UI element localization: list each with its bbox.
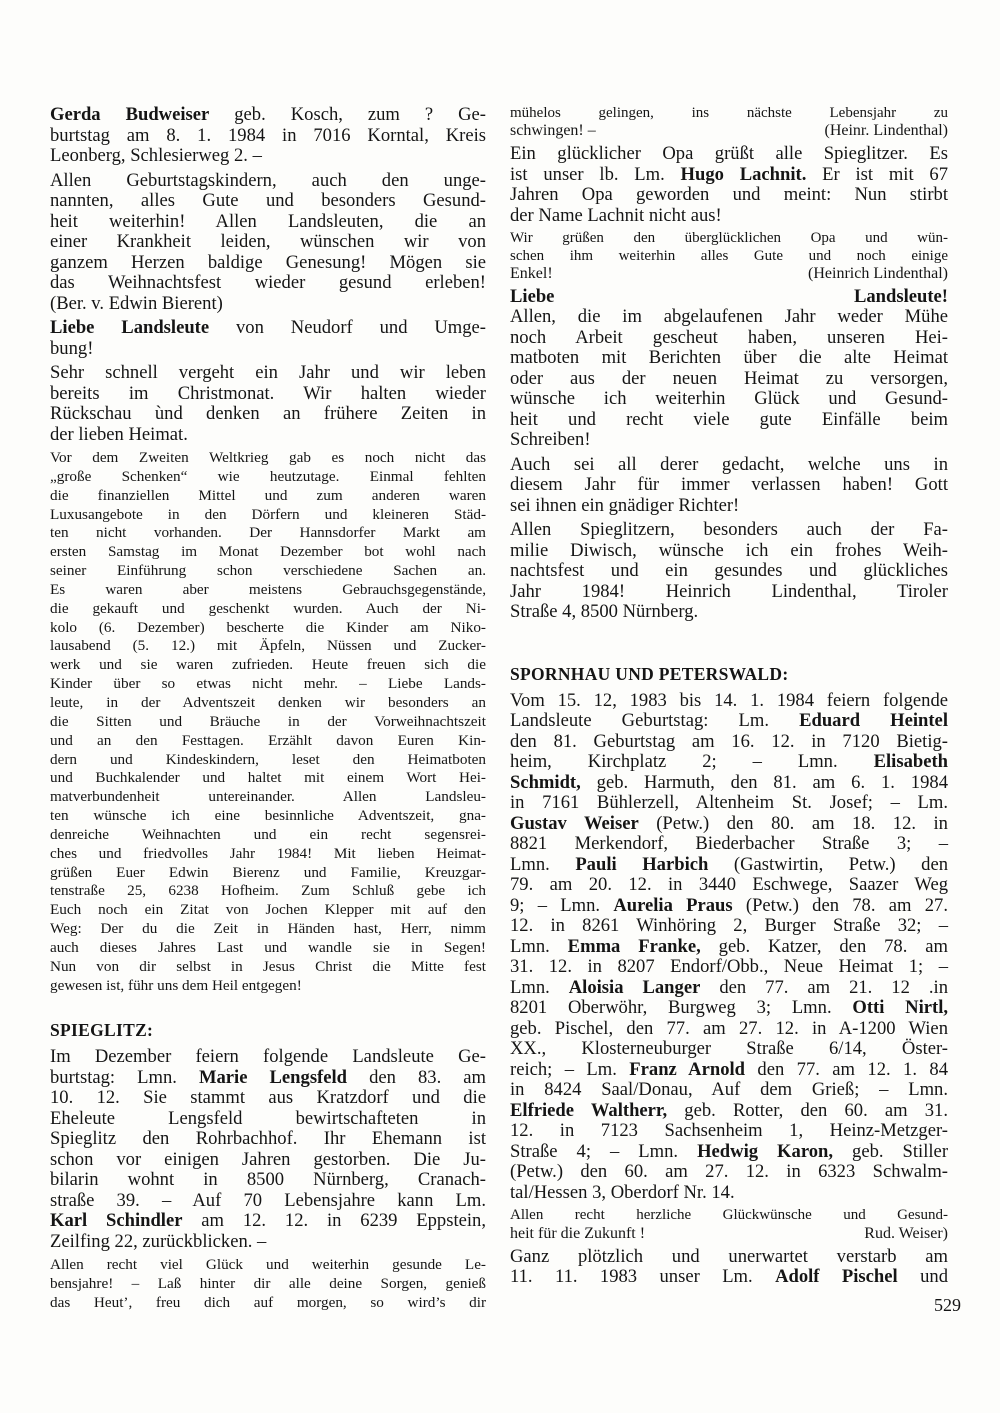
text-run: (Ber. v. Edwin Bierent): [50, 292, 223, 314]
text-line: [50, 920, 486, 939]
text-run: 12. in 8261 Winhöring 2, Burger Straße 32; –: [510, 915, 948, 937]
text-line: [50, 146, 486, 167]
text-run: Allen, die im abgelaufenen Jahr weder Mühe: [510, 306, 948, 328]
text-line: [510, 248, 948, 265]
bold-name: Pauli Harbich: [575, 853, 709, 875]
text-run: (Petw.) den 78. am 27.: [732, 894, 948, 916]
text-run: geb. Harmuth, den 81. am 6. 1. 1984: [580, 771, 948, 793]
bold-name: Eduard Heintel: [799, 710, 948, 732]
text-run: Allen Geburtstagskindern, auch den unge-: [50, 169, 486, 191]
text-run: SPORNHAU UND PETERSWALD:: [510, 663, 789, 684]
text-line: [510, 998, 948, 1019]
text-run: schwingen! –: [510, 122, 596, 140]
author-signature: Rud. Weiser): [864, 1224, 948, 1242]
bold-name: Elisabeth: [873, 751, 948, 773]
text-line: [50, 826, 486, 845]
text-run: heit und recht viele gute Einfälle beim: [510, 408, 948, 430]
text-run: Lmn.: [510, 853, 576, 875]
text-run: die finanziellen Mittel und zum anderen waren: [50, 486, 486, 504]
text-run: und an den Festtagen. Erzählt davon Euren Kin-: [50, 731, 486, 749]
text-run: 9; – Lmn.: [510, 894, 614, 916]
text-run: schen ihm weiterhin alles Gute und noch einige: [510, 247, 948, 264]
text-line: [510, 287, 948, 308]
bold-name: Adolf Pischel: [775, 1266, 898, 1288]
text-line: [510, 1183, 948, 1204]
text-run: ersten Samstag im Monat Dezember bot wohl nach: [50, 543, 486, 561]
text-line: [510, 732, 948, 753]
text-line: [50, 468, 486, 487]
text-run: (Petw.) den 60. am 27. 12. in 6323 Schwalm-: [510, 1161, 948, 1183]
text-line: [50, 845, 486, 864]
text-run: denreiche Weihnachten und ein recht segensrei-: [50, 825, 486, 843]
text-run: Ein glücklicher Opa grüßt alle Spieglitzer. Es: [510, 143, 948, 165]
text-run: geb. Katzer, den 78. am: [700, 935, 948, 957]
text-run: gewesen ist, führ uns dem Heil entgegen!: [50, 976, 302, 994]
text-run: Vor dem Zweiten Weltkrieg gab es noch nicht das: [50, 449, 486, 466]
text-line: [510, 602, 948, 623]
bold-name: Marie Lengsfeld: [198, 1066, 348, 1088]
text-run: Jahren Opa geworden und meint: Nun stirbt: [510, 184, 948, 206]
text-run: sei ihnen ein gnädiger Richter!: [510, 494, 740, 516]
paragraph: [510, 1247, 948, 1288]
text-line: [50, 1129, 486, 1150]
text-run: tal/Hessen 3, Oberdorf Nr. 14.: [510, 1181, 735, 1203]
text-run: oder aus der neuen Heimat zu versorgen,: [510, 367, 948, 389]
text-line: [50, 126, 486, 147]
text-run: noch Arbeit gescheut haben, unseren Hei-: [510, 326, 948, 348]
text-line: [510, 1162, 948, 1183]
text-line: [510, 582, 948, 603]
text-line: [510, 1207, 948, 1224]
text-line: [50, 977, 486, 996]
text-run: mühelos gelingen, ins nächste Lebensjahr zu: [510, 105, 948, 121]
text-run: 79. am 20. 12. in 3440 Eschwege, Saazer Weg: [510, 874, 948, 896]
text-line: [50, 1088, 486, 1109]
paragraph: [510, 1207, 948, 1242]
text-line: [510, 165, 948, 186]
text-line: [50, 751, 486, 770]
text-run: ches und friedvolles Jahr 1984! Mit lieben Heimat-: [50, 844, 486, 862]
text-run: Weg: Der du die Zeit in Händen hast, Herr, nimm: [50, 920, 486, 938]
text-line: [50, 543, 486, 562]
text-line: [50, 1256, 486, 1275]
bold-name: Karl Schindler: [50, 1210, 183, 1232]
text-run: nachtsfest und ein gesundes und glückliches: [510, 560, 948, 582]
text-run: schon vor einigen Jahren gestorben. Die Ju-: [50, 1148, 486, 1170]
text-run: geb. Kosch, zum ? Ge-: [209, 104, 486, 125]
text-line: [50, 253, 486, 274]
text-line: [510, 1101, 948, 1122]
text-line: [50, 318, 486, 339]
bold-name: Aloisia Langer: [568, 976, 701, 998]
text-line: [510, 541, 948, 562]
text-line: [50, 1211, 486, 1232]
text-line: [510, 410, 948, 431]
text-line: [510, 711, 948, 732]
text-run: Landsleute Geburtstag: Lm.: [510, 710, 800, 732]
text-run: werk und sie waren zufrieden. Heute freuen sich die: [50, 656, 486, 674]
text-line: [510, 348, 948, 369]
text-line: [50, 1019, 486, 1041]
text-run: wünsche ich weiterhin Glück und Gesund-: [510, 388, 948, 410]
text-line: [50, 1068, 486, 1089]
signature-line: [510, 122, 948, 140]
text-line: [510, 957, 948, 978]
text-run: kolo (6. Dezember) bescherte die Kinder am Niko-: [50, 618, 486, 636]
text-line: [510, 875, 948, 896]
text-line: [510, 978, 948, 999]
page-number: 529: [934, 1295, 961, 1315]
text-line: [510, 937, 948, 958]
text-run: ten nicht vorhanden. Der Hannsdorfer Markt am: [50, 524, 486, 542]
text-line: [510, 1019, 948, 1040]
text-line: [50, 171, 486, 192]
text-run: dern und Kindeskindern, leset den Heimatboten: [50, 750, 486, 768]
bold-name: Schmidt,: [510, 771, 581, 793]
text-line: [50, 939, 486, 958]
text-line: [50, 958, 486, 977]
text-run: einer Krankheit leiden, wünschen wir von: [50, 231, 486, 252]
text-run: straße 39. – Auf 70 Lebensjahre kann Lm.: [50, 1189, 486, 1211]
text-line: [50, 1232, 486, 1253]
text-run: Enkel!: [510, 264, 553, 282]
text-run: milie Diwisch, wünsche ich ein frohes Weih-: [510, 539, 948, 561]
text-run: in 7161 Bühlerzell, Altenheim St. Josef; – Lm.: [510, 792, 948, 814]
text-line: [50, 864, 486, 883]
text-run: bereits im Christmonat. Wir halten wieder: [50, 382, 486, 404]
text-line: [510, 916, 948, 937]
text-line: [50, 732, 486, 751]
text-line: [510, 455, 948, 476]
text-run: 12. in 7123 Sachsenheim 1, Heinz-Metzger-: [510, 1120, 948, 1142]
text-run: Schreiben!: [510, 429, 591, 451]
paragraph: [50, 1047, 486, 1252]
text-line: [50, 788, 486, 807]
bold-name: Liebe Landsleute: [50, 317, 210, 338]
author-signature: (Heinrich Lindenthal): [808, 264, 948, 282]
text-line: [510, 691, 948, 712]
paragraph: [50, 171, 486, 315]
text-line: [50, 384, 486, 405]
text-line: [510, 496, 948, 517]
text-line: [510, 230, 948, 247]
text-run: das Weihnachtsfest wieder gesund erleben!: [50, 272, 486, 293]
text-run: tenstraße 25, 6238 Hofheim. Zum Schluß gebe ich: [50, 882, 486, 900]
text-line: [510, 752, 948, 773]
text-run: leute, in der Adventszeit denken wir besonders an: [50, 693, 486, 711]
text-line: [510, 265, 553, 283]
text-line: [510, 855, 948, 876]
text-run: der Name Lachnit nicht aus!: [510, 204, 722, 226]
right-column: [510, 105, 948, 1292]
text-line: [50, 339, 486, 360]
text-line: [510, 307, 948, 328]
text-run: bilarin wohnt in 8500 Nürnberg, Cranach-: [50, 1169, 486, 1191]
text-run: 8821 Merkendorf, Biederbacher Straße 3; –: [510, 833, 948, 855]
text-line: [50, 769, 486, 788]
paragraph: [510, 691, 948, 1204]
text-line: [50, 487, 486, 506]
text-line: [50, 449, 486, 468]
text-run: reich; – Lm.: [510, 1058, 630, 1080]
text-line: [50, 363, 486, 384]
text-run: 11. 11. 1983 unser Lm.: [510, 1266, 776, 1288]
text-line: [50, 404, 486, 425]
text-run: Allen recht herzliche Glückwünsche und Gesund-: [510, 1207, 948, 1224]
text-run: in 8424 Saal/Donau, Auf dem Grieß; – Lmn.: [510, 1079, 948, 1101]
paragraph: [510, 230, 948, 283]
text-line: [50, 901, 486, 920]
text-line: [510, 793, 948, 814]
text-line: [50, 1150, 486, 1171]
text-run: Sehr schnell vergeht ein Jahr und wir leben: [50, 362, 486, 383]
text-line: [50, 105, 486, 126]
text-line: [50, 506, 486, 525]
text-run: geb. Pischel, den 77. am 27. 12. in A-1200 Wien: [510, 1017, 948, 1039]
text-run: SPIEGLITZ:: [50, 1020, 154, 1041]
text-line: [510, 1121, 948, 1142]
text-run: diesem Jahr für immer verlassen haben! Gott: [510, 474, 948, 496]
text-run: geb. Stiller: [833, 1140, 949, 1162]
text-run: lausabend (5. 12.) mit Äpfeln, Nüssen und Zucker-: [50, 637, 486, 655]
text-run: burtstag am 8. 1. 1984 in 7016 Korntal, Kreis: [50, 124, 486, 146]
text-line: [50, 212, 486, 233]
text-line: [50, 191, 486, 212]
text-line: [50, 713, 486, 732]
paragraph: [50, 318, 486, 359]
text-run: Luxusangebote in den Dörfern und kleineren Städ-: [50, 505, 486, 523]
text-line: [50, 273, 486, 294]
text-run: Straße 4; – Lmn.: [510, 1140, 698, 1162]
text-line: [510, 369, 948, 390]
text-run: burtstag: Lmn.: [50, 1066, 199, 1088]
text-run: 10. 12. Sie stammt aus Kratzdorf und die: [50, 1087, 486, 1109]
bold-name: Gerda Budweiser: [50, 104, 210, 125]
text-line: [50, 656, 486, 675]
text-line: [50, 294, 486, 315]
text-line: [510, 185, 948, 206]
text-line: [510, 561, 948, 582]
text-run: die Sitten und Bräuche in der Vorweihnachtszeit: [50, 712, 486, 730]
section-heading: [510, 663, 948, 685]
text-run: ganzem Herzen baldige Genesung! Mögen sie: [50, 251, 486, 273]
text-run: heim, Kirchplatz 2; – Lmn.: [510, 751, 874, 773]
bold-name: Gustav Weiser: [510, 812, 639, 834]
text-run: 31. 12. in 8207 Endorf/Obb., Neue Heimat 1; –: [510, 956, 948, 978]
text-run: Allen Spieglitzern, besonders auch der Fa-: [510, 519, 948, 541]
text-line: [510, 1060, 948, 1081]
text-run: bung!: [50, 337, 94, 359]
text-run: grüßen Euer Edwin Bierenz und Familie, Kreuzgar-: [50, 863, 486, 881]
text-run: Im Dezember feiern folgende Landsleute Ge-: [50, 1046, 486, 1068]
text-run: Leonberg, Schlesierweg 2. –: [50, 145, 262, 166]
text-line: [50, 882, 486, 901]
text-run: heit weiterhin! Allen Landsleuten, die an: [50, 210, 486, 232]
text-run: das Heut’, freu dich auf morgen, so wird’s dir: [50, 1294, 486, 1312]
text-run: Vom 15. 12, 1983 bis 14. 1. 1984 feiern folgende: [510, 689, 948, 711]
bold-name: Franz Arnold: [629, 1058, 745, 1080]
text-line: [510, 663, 948, 685]
text-run: den 77. am 12. 1. 84: [745, 1058, 948, 1080]
text-run: ten wünsche ich eine besinnliche Adventszeit, gna-: [50, 807, 486, 825]
text-line: [510, 475, 948, 496]
section-heading: [50, 1019, 486, 1041]
text-run: bensjahre! – Laß hinter dir alle deine Sorgen, genieß: [50, 1275, 486, 1293]
paragraph: [510, 287, 948, 451]
bold-name: Hedwig Karon,: [697, 1140, 834, 1162]
text-line: [510, 105, 948, 122]
text-run: nannten, alles Gute und besonders Gesund-: [50, 190, 486, 211]
text-run: Spieglitz den Rohrbachhof. Ihr Ehemann ist: [50, 1128, 486, 1150]
text-line: [50, 807, 486, 826]
text-run: XX., Klosterneuburger Straße 6/14, Öster-: [510, 1038, 948, 1060]
text-line: [510, 1267, 948, 1288]
text-line: [50, 675, 486, 694]
bold-name: Elfriede Waltherr,: [510, 1099, 668, 1121]
text-run: am 12. 12. in 6239 Eppstein,: [182, 1210, 486, 1232]
author-signature: (Heinr. Lindenthal): [824, 122, 948, 140]
text-run: Lmn.: [510, 935, 568, 957]
text-run: Nun von dir selbst in Jesus Christ die Mitte fest: [50, 957, 486, 975]
text-line: [50, 600, 486, 619]
signature-line: [510, 265, 948, 283]
text-line: [510, 1225, 645, 1243]
paragraph: [510, 520, 948, 623]
text-line: [510, 206, 948, 227]
text-run: Straße 4, 8500 Nürnberg.: [510, 601, 699, 623]
text-run: (Petw.) den 80. am 18. 12. in: [638, 812, 948, 834]
text-line: [50, 637, 486, 656]
text-line: [510, 122, 596, 140]
text-run: auch dieses Jahres Last und wandle sie in Segen!: [50, 938, 486, 956]
bold-name: Liebe Landsleute!: [510, 285, 948, 307]
text-line: [50, 1109, 486, 1130]
text-run: (Gastwirtin, Petw.) den: [708, 853, 948, 875]
text-line: [510, 328, 948, 349]
text-line: [50, 1047, 486, 1068]
text-run: den 81. Geburtstag am 16. 12. in 7120 Bietig-: [510, 730, 948, 752]
paragraph: [50, 363, 486, 445]
text-run: 8201 Oberwöhr, Burgweg 3; Lmn.: [510, 997, 853, 1019]
text-run: Rückschau ùnd denken an frühere Zeiten in: [50, 403, 486, 424]
signature-line: [510, 1225, 948, 1243]
text-line: [50, 619, 486, 638]
text-line: [510, 1142, 948, 1163]
text-run: seiner Einführung schon verschiedene Sachen an.: [50, 562, 486, 580]
text-line: [50, 425, 486, 446]
text-run: von Neudorf und Umge-: [209, 317, 486, 338]
bold-name: Emma Franke,: [567, 935, 701, 957]
text-line: [510, 520, 948, 541]
text-line: [510, 896, 948, 917]
text-run: geb. Rotter, den 60. am 31.: [667, 1099, 949, 1121]
text-line: [50, 562, 486, 581]
left-column: [50, 105, 486, 1317]
text-run: Er ist mit 67: [806, 163, 948, 185]
text-line: [50, 694, 486, 713]
text-line: [510, 389, 948, 410]
text-run: matboten mit Berichten über die alte Heimat: [510, 347, 948, 369]
paragraph: [50, 449, 486, 995]
text-run: der lieben Heimat.: [50, 423, 188, 445]
text-line: [510, 1247, 948, 1268]
text-line: [510, 814, 948, 835]
text-run: die gekauft und geschenkt wurden. Auch der Ni-: [50, 599, 486, 617]
text-run: ist unser lb. Lm.: [510, 163, 681, 185]
text-line: [50, 1170, 486, 1191]
paragraph: [510, 455, 948, 517]
text-line: [50, 581, 486, 600]
bold-name: Hugo Lachnit.: [680, 163, 807, 185]
text-run: und Buchkalender und haltet mit einem Wort Hei-: [50, 769, 486, 787]
text-line: [510, 144, 948, 165]
text-line: [50, 524, 486, 543]
text-run: Zeilfing 22, zurückblicken. –: [50, 1230, 267, 1252]
text-run: den 77. am 21. 12 .in: [700, 976, 948, 998]
text-run: Wir grüßen den überglücklichen Opa und wün-: [510, 230, 948, 247]
bold-name: Otti Nirtl,: [852, 997, 949, 1019]
text-line: [50, 1275, 486, 1294]
text-line: [510, 1039, 948, 1060]
paragraph: [50, 105, 486, 167]
text-run: Lmn.: [510, 976, 569, 998]
text-line: [50, 1294, 486, 1313]
text-run: Euch noch ein Zitat von Jochen Klepper mit auf den: [50, 901, 486, 919]
text-line: [50, 1191, 486, 1212]
paragraph: [510, 144, 948, 226]
text-run: „große Schenken“ wie heutzutage. Einmal fehlten: [50, 467, 486, 485]
text-line: [510, 1080, 948, 1101]
text-run: Allen recht viel Glück und weiterhin gesunde Le-: [50, 1256, 486, 1274]
text-run: matverbundenheit untereinander. Allen Landsleu-: [50, 788, 486, 806]
paragraph: [50, 1256, 486, 1313]
text-run: Kinder über so etwas nicht mehr. – Liebe Lands-: [50, 675, 486, 693]
bold-name: Aurelia Praus: [613, 894, 733, 916]
text-run: den 83. am: [347, 1066, 486, 1088]
text-run: Eheleute Lengsfeld bewirtschafteten in: [50, 1107, 486, 1129]
text-line: [510, 834, 948, 855]
text-run: Auch sei all derer gedacht, welche uns in: [510, 453, 948, 475]
text-line: [510, 430, 948, 451]
text-run: Jahr 1984! Heinrich Lindenthal, Tiroler: [510, 580, 948, 602]
paragraph: [510, 105, 948, 140]
text-run: heit für die Zukunft !: [510, 1224, 646, 1242]
text-run: und: [897, 1266, 948, 1288]
text-line: [50, 232, 486, 253]
text-line: [510, 773, 948, 794]
text-run: Es waren aber meistens Gebrauchsgegenstände,: [50, 580, 486, 598]
text-run: Ganz plötzlich und unerwartet verstarb am: [510, 1245, 948, 1267]
